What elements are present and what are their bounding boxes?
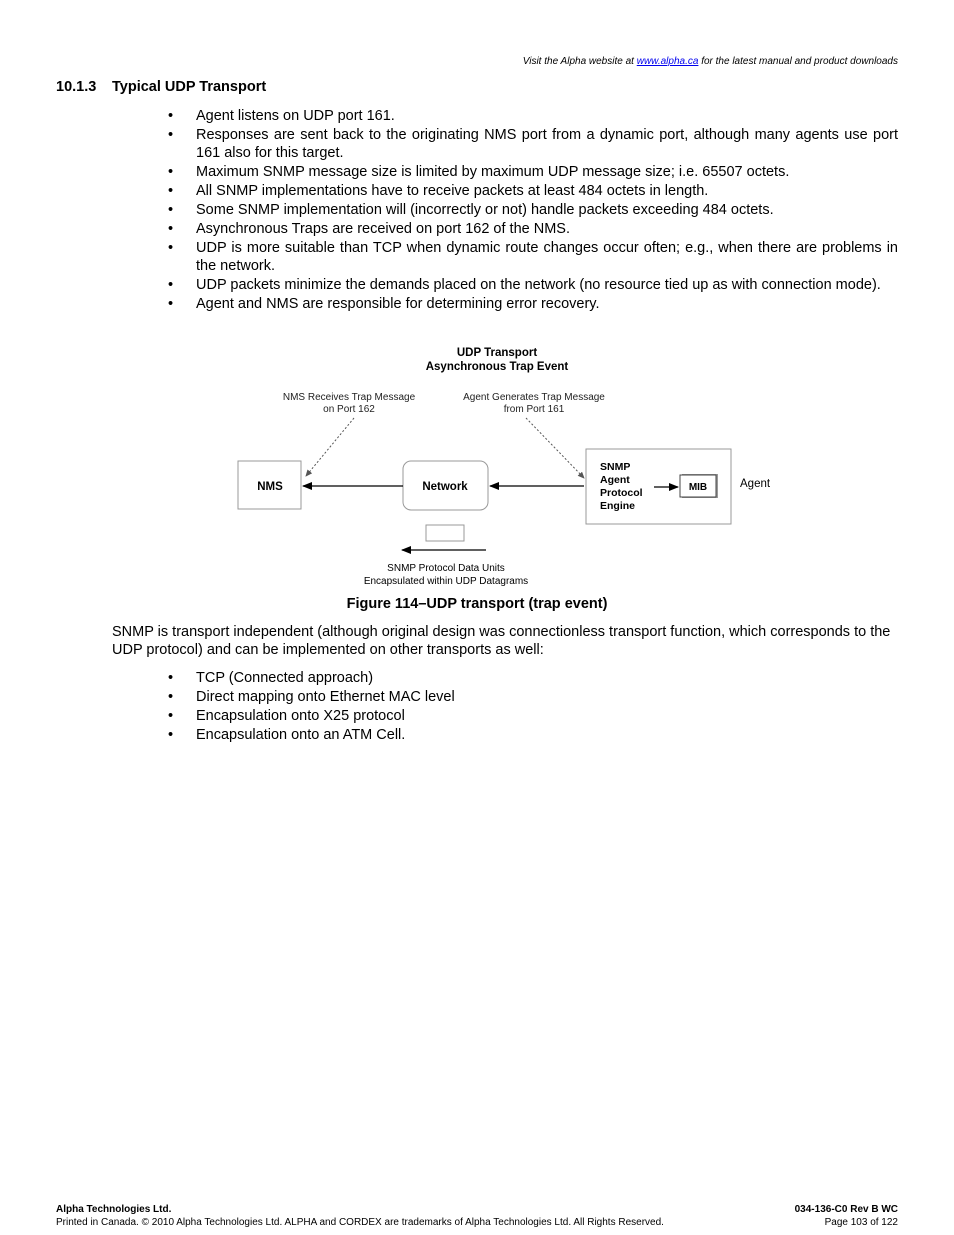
alternative-transports-list — [168, 669, 898, 745]
diagram-title-line1: UDP Transport — [456, 347, 538, 359]
header-note — [523, 56, 898, 67]
agent-note-pointer — [526, 418, 584, 478]
list-item: • UDP is more suitable than TCP when dynamic route changes occur often; e.g., when there are problems in the network. — [168, 239, 898, 275]
list-item: • All SNMP implementations have to receive packets at least 484 octets in length. — [168, 182, 898, 200]
nms-note-pointer — [306, 418, 354, 476]
list-item: • Some SNMP implementation will (incorrectly or not) handle packets exceeding 484 octets. — [168, 201, 898, 219]
footer-left — [56, 1203, 664, 1229]
list-item: • Encapsulation onto X25 protocol — [168, 707, 898, 725]
section-number: 10.1.3 — [56, 79, 97, 95]
pdu-line1: SNMP Protocol Data Units — [387, 563, 505, 574]
udp-transport-bullet-list — [168, 107, 898, 314]
list-item: • Encapsulation onto an ATM Cell. — [168, 726, 898, 744]
alpha-website-link[interactable]: www.alpha.ca — [636, 56, 699, 67]
list-item: • Asynchronous Traps are received on port 162 of the NMS. — [168, 220, 898, 238]
footer-company: Alpha Technologies Ltd. — [56, 1204, 172, 1215]
nms-note-line1: NMS Receives Trap Message — [282, 392, 416, 403]
pdu-line2: Encapsulated within UDP Datagrams — [363, 576, 529, 587]
footer-copyright: Printed in Canada. © 2010 Alpha Technologies Ltd. ALPHA and CORDEX are trademarks of Alpha Technologies Ltd. All Rights Reserved. — [56, 1217, 664, 1228]
udp-transport-diagram — [230, 340, 790, 590]
list-item: • TCP (Connected approach) — [168, 669, 898, 687]
datagram-box — [426, 525, 464, 541]
mib-label: MIB — [688, 482, 708, 493]
engine-line1: SNMP — [600, 461, 631, 473]
list-item: • UDP packets minimize the demands placed on the network (no resource tied up as with connection mode). — [168, 276, 898, 294]
nms-label: NMS — [257, 481, 283, 493]
header-note-suffix: for the latest manual and product downloads — [698, 56, 898, 67]
list-item: • Responses are sent back to the originating NMS port from a dynamic port, although many agents use port 161 also for this target. — [168, 126, 898, 162]
transport-paragraph: SNMP is transport independent (although original design was connectionless transport function, which corresponds to the UDP protocol) and can be implemented on other transports as well: — [112, 624, 891, 658]
list-item: • Agent listens on UDP port 161. — [168, 107, 898, 125]
header-note-prefix: Visit the Alpha website at — [522, 56, 637, 67]
engine-line4: Engine — [600, 500, 636, 512]
agent-note-line1: Agent Generates Trap Message — [463, 392, 605, 403]
section-title — [56, 79, 266, 95]
engine-line3: Protocol — [600, 487, 643, 499]
network-label: Network — [422, 481, 468, 493]
list-item: • Maximum SNMP message size is limited by maximum UDP message size; i.e. 65507 octets. — [168, 163, 898, 181]
footer-doc-id: 034-136-C0 Rev B WC — [794, 1204, 898, 1215]
agent-label: Agent — [740, 478, 771, 490]
list-item: • Agent and NMS are responsible for determining error recovery. — [168, 295, 898, 313]
figure-caption: Figure 114–UDP transport (trap event) — [346, 596, 608, 612]
agent-note-line2: from Port 161 — [503, 404, 565, 415]
section-heading: Typical UDP Transport — [112, 79, 267, 95]
diagram-title-line2: Asynchronous Trap Event — [425, 361, 569, 373]
list-item: • Direct mapping onto Ethernet MAC level — [168, 688, 898, 706]
footer-page-number: Page 103 of 122 — [824, 1217, 898, 1228]
engine-line2: Agent — [600, 474, 630, 486]
nms-note-line2: on Port 162 — [323, 404, 375, 415]
footer-right — [795, 1203, 898, 1229]
